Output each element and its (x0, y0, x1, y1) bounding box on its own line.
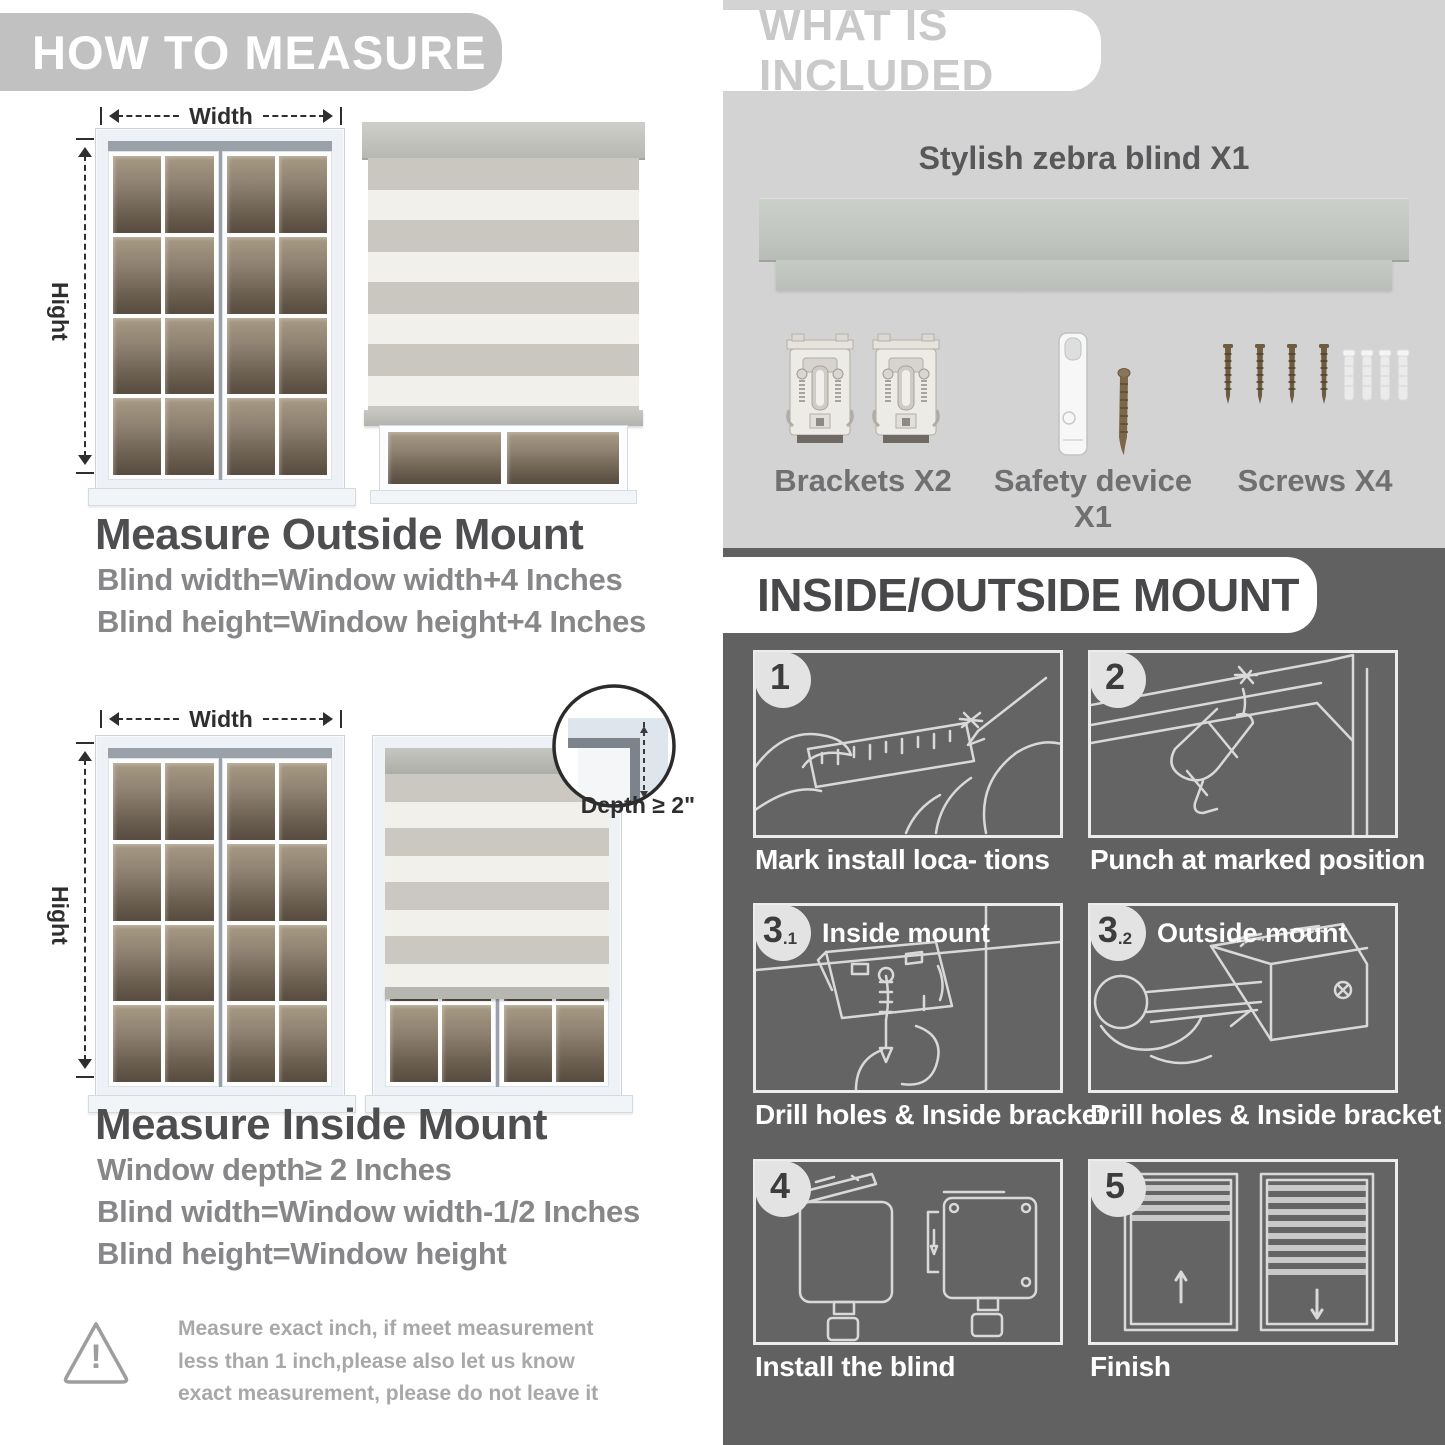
step-number-badge: 1 (755, 652, 811, 708)
what-is-included-panel (723, 0, 1445, 548)
width-dimension-arrow (100, 102, 342, 129)
window-sash (222, 151, 333, 480)
window-illustration-outside (95, 128, 345, 493)
depth-label: Depth ≥ 2" (580, 792, 695, 818)
step-number-badge: 3 .2 (1090, 905, 1146, 961)
measurement-warning-text: Measure exact inch, if meet measurement less than 1 inch,please also let us know exact measurement, please do not leave it (178, 1317, 599, 1406)
height-label: Hight (47, 282, 73, 341)
outside-mount-line2: Blind height=Window height+4 Inches (97, 604, 646, 639)
bracket-icon (871, 332, 941, 450)
blind-bottom-rail (364, 410, 643, 426)
window-sash (222, 758, 333, 1087)
width-dimension-arrow (100, 705, 342, 732)
height-dimension-arrow (74, 742, 96, 1078)
outside-mount-title: Measure Outside Mount (95, 510, 584, 559)
step-number-badge: 4 (755, 1161, 811, 1217)
how-to-measure-title: HOW TO MEASURE (32, 25, 487, 79)
step-caption-2: Punch at marked position (1090, 844, 1426, 875)
svg-text:!: ! (90, 1338, 102, 1376)
mount-header (723, 557, 1317, 633)
inside-mount-line3: Blind height=Window height (97, 1236, 507, 1271)
width-label: Width (189, 102, 253, 129)
outside-mount-line1: Blind width=Window width+4 Inches (97, 562, 623, 597)
step-caption-3-2: Drill holes & Inside bracket (1090, 1099, 1442, 1130)
window-opening (108, 141, 332, 480)
window-illustration-inside (95, 735, 345, 1100)
window-sill (88, 488, 356, 506)
how-to-measure-header (0, 13, 502, 91)
blind-headrail (362, 122, 645, 158)
step-tile-5 (1088, 1159, 1398, 1345)
step-tile-3-1 (753, 903, 1063, 1093)
blind-bottom-rail (385, 987, 609, 999)
safety-device-illustration (978, 332, 1208, 460)
mount-steps-panel (723, 548, 1445, 1445)
step-number-badge: 3 .1 (755, 905, 811, 961)
blind-valance-illustration (776, 260, 1392, 290)
step-number-badge: 5 (1090, 1161, 1146, 1217)
step-tile-3-2 (1088, 903, 1398, 1093)
brackets-label: Brackets X2 (774, 463, 952, 498)
step-caption-1: Mark install loca- tions (755, 844, 1050, 875)
screws-label: Screws X4 (1237, 463, 1393, 498)
brackets-illustration (763, 332, 963, 450)
what-is-included-title: WHAT IS INCLUDED (759, 0, 995, 100)
window-sill (370, 490, 637, 504)
screw-icon (1215, 332, 1415, 422)
height-label: Hight (47, 886, 73, 945)
zebra-blind-outside-mount (362, 122, 645, 504)
step-caption-4: Install the blind (755, 1351, 956, 1382)
window-under-blind (380, 426, 627, 490)
window-sash (108, 151, 219, 480)
width-label: Width (189, 705, 253, 732)
mount-title: INSIDE/OUTSIDE MOUNT (757, 569, 1300, 621)
step-caption-5: Finish (1090, 1351, 1171, 1382)
blind-cassette-illustration (759, 198, 1409, 260)
height-dimension-arrow (74, 138, 96, 474)
step-inner-label: Outside mount (1157, 918, 1348, 948)
step-tile-4 (753, 1159, 1063, 1345)
warning-triangle-icon (60, 1318, 132, 1386)
blind-fabric-stripes (368, 158, 639, 410)
inside-mount-line2: Blind width=Window width-1/2 Inches (97, 1194, 640, 1229)
step-tile-2 (1088, 650, 1398, 838)
step-number-badge: 2 (1090, 652, 1146, 708)
product-label: Stylish zebra blind X1 (918, 140, 1250, 176)
window-sash (108, 758, 219, 1087)
safety-device-icon (1055, 332, 1091, 460)
what-is-included-header (723, 0, 1101, 100)
step-inner-label: Inside mount (822, 918, 990, 948)
inside-mount-title: Measure Inside Mount (95, 1100, 548, 1149)
inside-mount-line1: Window depth≥ 2 Inches (97, 1152, 452, 1187)
step-tile-1 (753, 650, 1063, 838)
safety-device-label: Safety device X1 (993, 463, 1193, 534)
screws-illustration (1215, 332, 1415, 422)
step-caption-3-1: Drill holes & Inside bracket (755, 1099, 1107, 1130)
window-opening (108, 748, 332, 1087)
bracket-icon (785, 332, 855, 450)
screw-icon (1117, 368, 1131, 460)
